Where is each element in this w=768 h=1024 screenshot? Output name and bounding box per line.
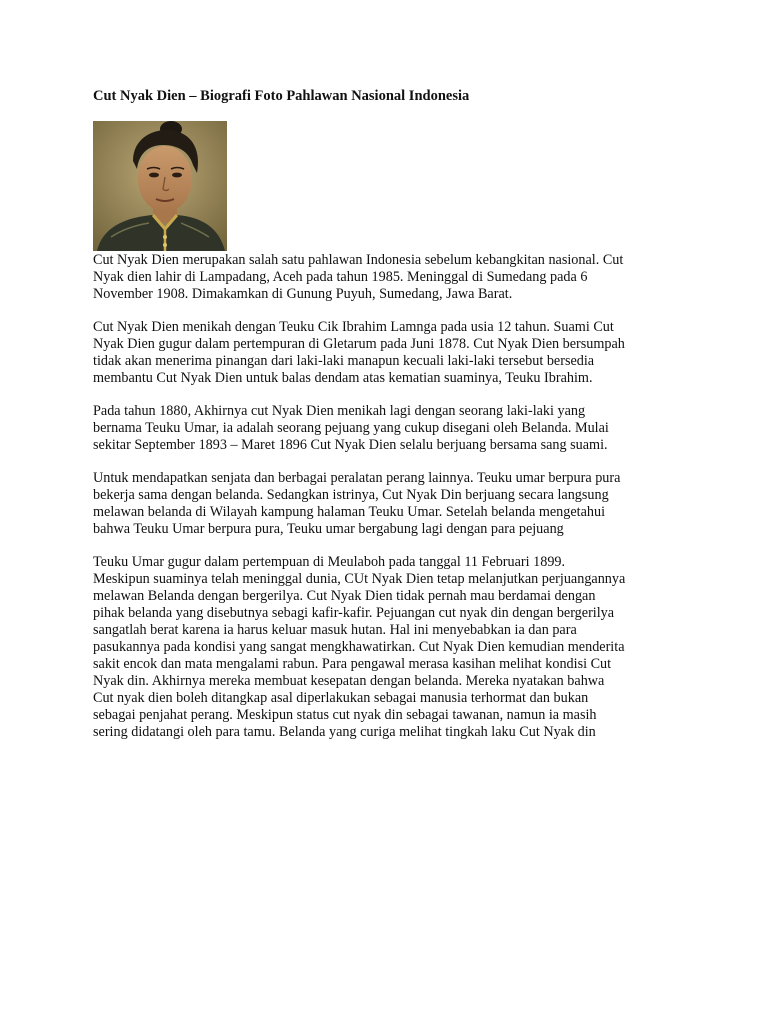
text-line: bekerja sama dengan belanda. Sedangkan istrinya, Cut Nyak Din berjuang secara langsung: [93, 487, 609, 503]
text-line: tidak akan menerima pinangan dari laki-laki manapun kecuali laki-laki tersebut bersedia: [93, 353, 595, 369]
text-line: Meskipun suaminya telah meninggal dunia, CUt Nyak Dien tetap melanjutkan perjuangannya: [93, 571, 626, 587]
text-line: Cut Nyak Dien menikah dengan Teuku Cik Ibrahim Lamnga pada usia 12 tahun. Suami Cut: [93, 319, 614, 335]
text-line: Nyak dien lahir di Lampadang, Aceh pada tahun 1985. Meninggal di Sumedang pada 6: [93, 269, 588, 285]
text-line: bahwa Teuku Umar berpura pura, Teuku umar bergabung lagi dengan para pejuang: [93, 521, 564, 537]
text-line: sebagai penjahat perang. Meskipun status cut nyak din sebagai tawanan, namun ia masih: [93, 707, 597, 723]
text-line: Cut nyak dien boleh ditangkap asal diperlakukan sebagai manusia terhormat dan bukan: [93, 690, 589, 706]
text-line: sangatlah berat karena ia harus keluar masuk hutan. Hal ini menyebabkan ia dan para: [93, 622, 577, 638]
text-line: sakit encok dan mata mengalami rabun. Para pengawal merasa kasihan melihat kondisi Cut: [93, 656, 612, 672]
text-line: Nyak din. Akhirnya mereka membuat kesepatan dengan belanda. Mereka nyatakan bahwa: [93, 673, 605, 689]
text-line: melawan belanda di Wilayah kampung halaman Teuku Umar. Setelah belanda mengetahui: [93, 504, 606, 520]
text-line: Untuk mendapatkan senjata dan berbagai peralatan perang lainnya. Teuku umar berpura pura: [93, 470, 621, 486]
text-line: Pada tahun 1880, Akhirnya cut Nyak Dien menikah lagi dengan seorang laki-laki yang: [93, 403, 586, 419]
text-line: melawan Belanda dengan bergerilya. Cut Nyak Dien tidak pernah mau berdamai dengan: [93, 588, 596, 604]
text-line: November 1908. Dimakamkan di Gunung Puyuh, Sumedang, Jawa Barat.: [93, 286, 513, 302]
text-line: pihak belanda yang disebutnya sebagi kafir-kafir. Pejuangan cut nyak din dengan bergerilya: [93, 605, 615, 621]
text-line: sering didatangi oleh para tamu. Belanda yang curiga melihat tingkah laku Cut Nyak din: [93, 724, 596, 740]
portrait-painting-icon: [93, 121, 227, 251]
text-line: Nyak Dien gugur dalam pertempuran di Gletarum pada Juni 1878. Cut Nyak Dien bersumpah: [93, 336, 625, 352]
text-line: membantu Cut Nyak Dien untuk balas dendam atas kematian suaminya, Teuku Ibrahim.: [93, 370, 593, 386]
paragraph-2: [93, 319, 693, 387]
paragraph-3: [93, 403, 693, 454]
text-line: Cut Nyak Dien merupakan salah satu pahlawan Indonesia sebelum kebangkitan nasional. Cut: [93, 252, 624, 268]
text-line: Teuku Umar gugur dalam pertempuan di Meulaboh pada tanggal 11 Februari 1899.: [93, 554, 566, 570]
paragraph-4: [93, 470, 693, 538]
text-line: sekitar September 1893 – Maret 1896 Cut Nyak Dien selalu berjuang bersama sang suami.: [93, 437, 608, 453]
text-line: bernama Teuku Umar, ia adalah seorang pejuang yang cukup disegani oleh Belanda. Mulai: [93, 420, 609, 436]
paragraph-5: [93, 554, 693, 741]
text-line: pasukannya pada kondisi yang sangat mengkhawatirkan. Cut Nyak Dien kemudian menderita: [93, 639, 625, 655]
paragraph-1: [93, 252, 693, 303]
document-title: Cut Nyak Dien – Biografi Foto Pahlawan Nasional Indonesia: [93, 88, 470, 104]
portrait-image: [93, 121, 227, 251]
